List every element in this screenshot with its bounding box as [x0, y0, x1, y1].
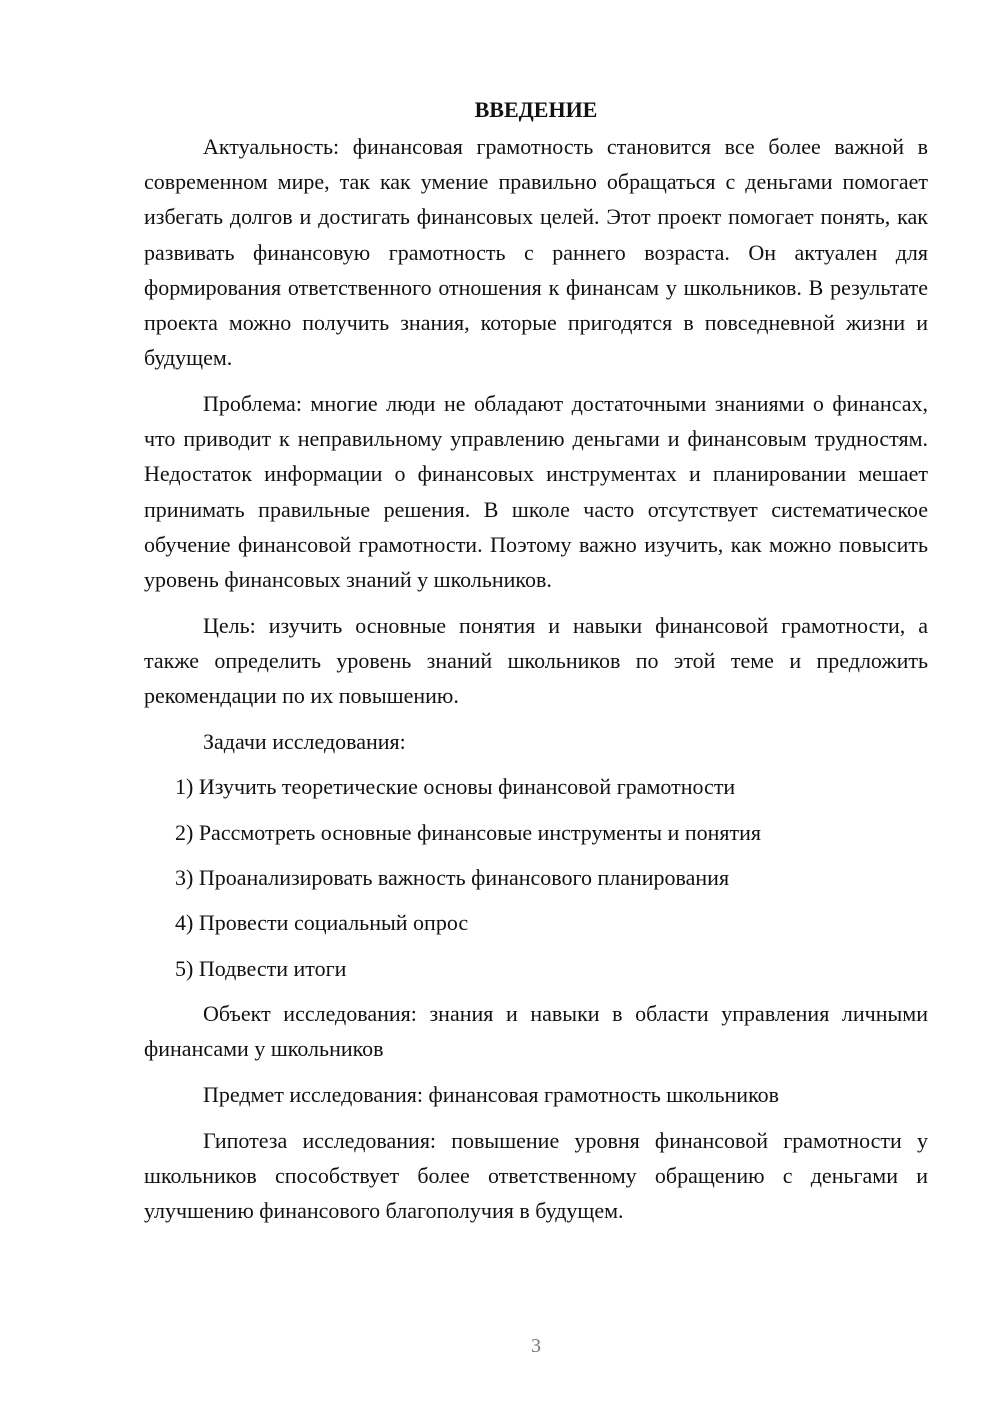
- page-content: [144, 94, 928, 1239]
- object-paragraph: Объект исследования: знания и навыки в области управления личными финансами у школьников: [144, 1000, 928, 1062]
- task-item: 5) Подвести итоги: [175, 955, 347, 981]
- task-item: 4) Провести социальный опрос: [175, 910, 469, 936]
- task-item: 1) Изучить теоретические основы финансовой грамотности: [175, 774, 736, 800]
- subject-paragraph: Предмет исследования: финансовая грамотность школьников: [203, 1081, 780, 1107]
- page-title: ВВЕДЕНИЕ: [474, 97, 598, 122]
- tasks-list: [144, 769, 928, 985]
- problem-paragraph: Проблема: многие люди не обладают достаточными знаниями о финансах, что приводит к неправильному управлению деньгами и финансовым трудностям. Недостаток информации о финансовых инструментах и планировании мешает принимать правильные решения. В школе часто отсутствует систематическое обучение финансовой грамотности. Поэтому важно изучить, как можно повысить уровень финансовых знаний у школьников.: [144, 390, 928, 592]
- task-item: 3) Проанализировать важность финансового планирования: [175, 865, 730, 891]
- tasks-heading: Задачи исследования:: [203, 728, 406, 754]
- goal-paragraph: Цель: изучить основные понятия и навыки финансовой грамотности, а также определить уровень знаний школьников по этой теме и предложить рекомендации по их повышению.: [144, 612, 928, 709]
- hypothesis-paragraph: Гипотеза исследования: повышение уровня финансовой грамотности у школьников способствует более ответственному обращению с деньгами и улучшению финансового благополучия в будущем.: [144, 1127, 928, 1223]
- relevance-paragraph: Актуальность: финансовая грамотность становится все более важной в современном мире, так как умение правильно обращаться с деньгами помогает избегать долгов и достигать финансовых целей. Этот проект помогает понять, как развивать финансовую грамотность с раннего возраста. Он актуален для формирования ответственного отношения к финансам у школьников. В результате проекта можно получить знания, которые пригодятся в повседневной жизни и будущем.: [144, 134, 928, 371]
- task-item: 2) Рассмотреть основные финансовые инструменты и понятия: [175, 819, 762, 845]
- page-number: 3: [531, 1335, 541, 1357]
